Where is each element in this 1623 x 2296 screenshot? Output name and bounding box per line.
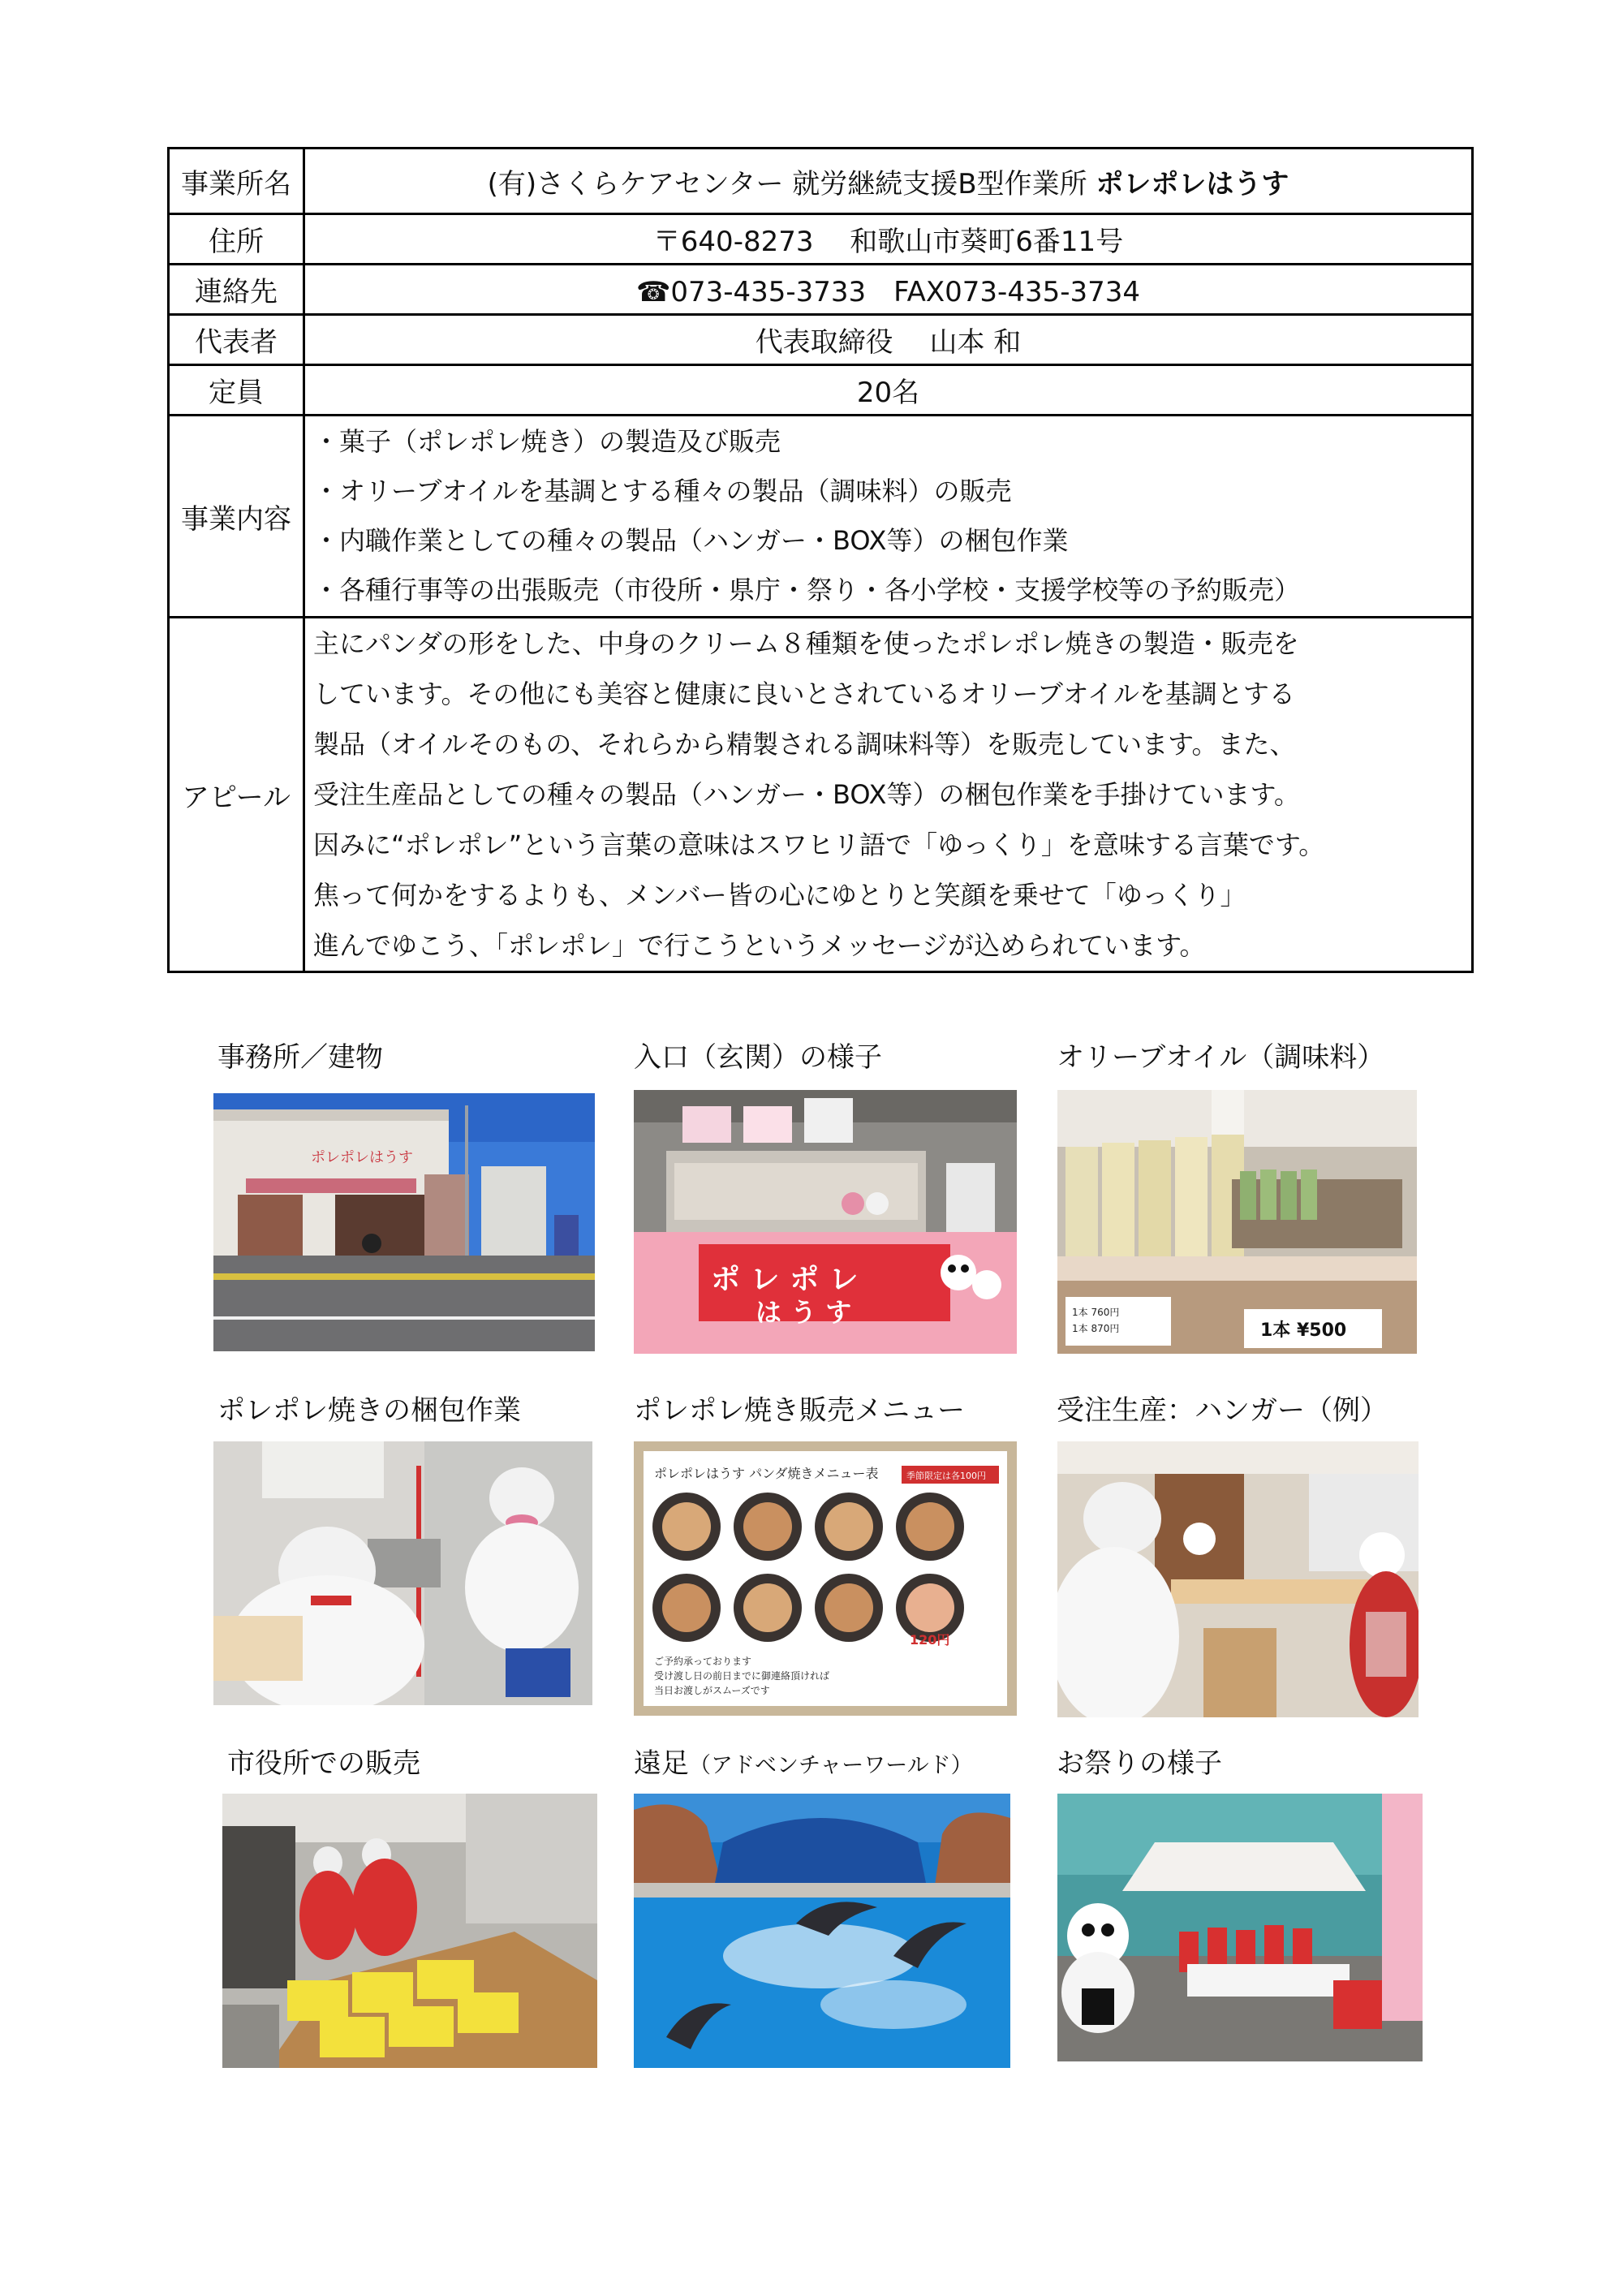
oil-price-small-2: 1本 870円 bbox=[1072, 1323, 1120, 1334]
business-item: ・菓子（ポレポレ焼き）の製造及び販売 bbox=[313, 426, 781, 457]
photo-packing bbox=[213, 1441, 592, 1705]
office-name-value bbox=[304, 149, 1473, 214]
caption-excursion bbox=[634, 1741, 973, 1781]
capacity-value: 20名 bbox=[304, 365, 1473, 416]
appeal-line: 進んでゆこう、「ポレポレ」で行こうというメッセージが込められています。 bbox=[313, 930, 1206, 961]
business-item: ・オリーブオイルを基調とする種々の製品（調味料）の販売 bbox=[313, 476, 1012, 506]
photo-festival bbox=[1057, 1794, 1423, 2061]
business-item: ・各種行事等の出張販売（市役所・県庁・祭り・各小学校・支援学校等の予約販売） bbox=[313, 575, 1301, 605]
caption-menu: ポレポレ焼き販売メニュー bbox=[634, 1394, 965, 1427]
menu-title: ポレポレはうす パンダ焼きメニュー表 bbox=[654, 1466, 879, 1481]
caption-hanger: 受注生産：ハンガー（例） bbox=[1057, 1394, 1388, 1427]
caption-city-hall: 市役所での販売 bbox=[227, 1747, 420, 1780]
photo-excursion bbox=[634, 1794, 1010, 2068]
caption-festival: お祭りの様子 bbox=[1057, 1747, 1222, 1780]
photo-menu bbox=[634, 1441, 1017, 1716]
caption-olive-oil: オリーブオイル（調味料） bbox=[1057, 1041, 1385, 1074]
photo-office-building bbox=[213, 1093, 595, 1351]
building-sign-text: ポレポレはうす bbox=[311, 1149, 413, 1166]
appeal-line: 受注生産品としての種々の製品（ハンガー・BOX等）の梱包作業を手掛けています。 bbox=[313, 779, 1300, 810]
caption-excursion-sub: （アドベンチャーワールド） bbox=[689, 1753, 973, 1778]
business-content bbox=[304, 416, 1473, 618]
appeal-label: アピール bbox=[169, 618, 304, 972]
caption-packing: ポレポレ焼きの梱包作業 bbox=[217, 1394, 521, 1427]
appeal-content bbox=[304, 618, 1473, 972]
business-item: ・内職作業としての種々の製品（ハンガー・BOX等）の梱包作業 bbox=[313, 525, 1069, 556]
caption-excursion-main: 遠足 bbox=[634, 1747, 689, 1780]
oil-price-small-1: 1本 760円 bbox=[1072, 1307, 1120, 1318]
photo-hanger bbox=[1057, 1441, 1419, 1717]
caption-entrance: 入口（玄関）の様子 bbox=[634, 1041, 882, 1074]
menu-badge: 季節限定は各100円 bbox=[906, 1471, 986, 1481]
entrance-sign-line2: は う す bbox=[756, 1297, 852, 1328]
oil-price-tag: 1本 ¥500 bbox=[1260, 1320, 1347, 1341]
office-name-prefix: (有)さくらケアセンター 就労継続支援B型作業所 bbox=[487, 167, 1096, 200]
menu-note-2: 受け渡し日の前日までに御連絡頂ければ bbox=[654, 1670, 830, 1682]
appeal-line: しています。その他にも美容と健康に良いとされているオリーブオイルを基調とする bbox=[313, 678, 1295, 709]
address-label: 住所 bbox=[169, 214, 304, 265]
menu-note-1: ご予約承っております bbox=[654, 1656, 752, 1667]
capacity-label: 定員 bbox=[169, 365, 304, 416]
contact-label: 連絡先 bbox=[169, 265, 304, 315]
appeal-line: 主にパンダの形をした、中身のクリーム８種類を使ったポレポレ焼きの製造・販売を bbox=[313, 628, 1299, 659]
representative-value: 代表取締役 山本 和 bbox=[304, 315, 1473, 365]
office-name-bold: ポレポレはうす bbox=[1096, 167, 1289, 200]
menu-price: 120円 bbox=[910, 1632, 950, 1648]
contact-value: ☎073-435-3733 FAX073-435-3734 bbox=[304, 265, 1473, 315]
appeal-line: 製品（オイルそのもの、それらから精製される調味料等）を販売しています。また、 bbox=[313, 729, 1296, 760]
entrance-sign-line1: ポ レ ポ レ bbox=[711, 1263, 859, 1296]
office-name-label: 事業所名 bbox=[169, 149, 304, 214]
caption-office-building: 事務所／建物 bbox=[217, 1041, 383, 1074]
business-label: 事業内容 bbox=[169, 416, 304, 618]
address-value: 〒640-8273 和歌山市葵町6番11号 bbox=[304, 214, 1473, 265]
photo-olive-oil bbox=[1057, 1090, 1417, 1354]
menu-note-3: 当日お渡しがスムーズです bbox=[654, 1685, 770, 1696]
office-info-table bbox=[167, 147, 1474, 973]
photo-entrance bbox=[634, 1090, 1017, 1354]
photo-city-hall bbox=[222, 1794, 597, 2068]
appeal-line: 焦って何かをするよりも、メンバー皆の心にゆとりと笑顔を乗せて「ゆっくり」 bbox=[313, 880, 1246, 911]
representative-label: 代表者 bbox=[169, 315, 304, 365]
appeal-line: 因みに“ポレポレ”という言葉の意味はスワヒリ語で「ゆっくり」を意味する言葉です。 bbox=[313, 829, 1325, 860]
